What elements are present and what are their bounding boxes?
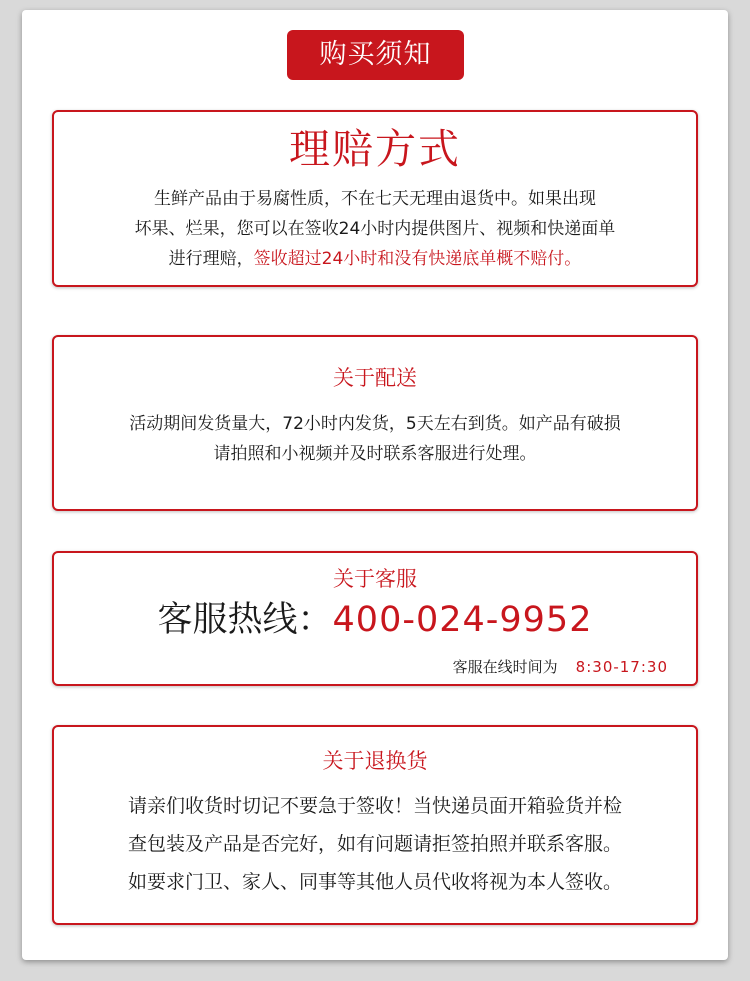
claims-line-1: 生鲜产品由于易腐性质，不在七天无理由退货中。如果出现	[154, 189, 596, 209]
delivery-text	[54, 409, 696, 469]
returns-section	[52, 725, 698, 925]
hotline-label: 客服热线：	[157, 600, 333, 640]
customer-service-section	[52, 551, 698, 686]
claims-line-2: 坏果、烂果，您可以在签收24小时内提供图片、视频和快递面单	[134, 219, 616, 239]
page-title: 购买须知	[287, 30, 464, 80]
service-hours-label: 客服在线时间为	[452, 658, 558, 676]
claims-line-3-normal: 进行理赔，	[168, 249, 254, 269]
returns-text	[54, 787, 696, 901]
hotline	[54, 597, 696, 643]
claims-section	[52, 110, 698, 287]
claims-heading: 理赔方式	[289, 125, 461, 173]
delivery-section	[52, 335, 698, 511]
service-hours	[453, 655, 668, 679]
delivery-line-1: 活动期间发货量大，72小时内发货，5天左右到货。如产品有破损	[129, 414, 621, 434]
claims-warning: 签收超过24小时和没有快递底单概不赔付。	[253, 249, 582, 269]
customer-service-heading: 关于客服	[333, 567, 417, 591]
purchase-notice-card	[22, 10, 728, 960]
hotline-number[interactable]: 400-024-9952	[332, 600, 593, 640]
delivery-line-2: 请拍照和小视频并及时联系客服进行处理。	[213, 444, 537, 464]
delivery-heading: 关于配送	[333, 366, 417, 390]
returns-line-1: 请亲们收货时切记不要急于签收！当快递员面开箱验货并检	[127, 795, 622, 817]
returns-heading: 关于退换货	[322, 749, 428, 773]
service-hours-value: 8:30-17:30	[575, 658, 668, 676]
returns-line-2: 查包装及产品是否完好，如有问题请拒签拍照并联系客服。	[127, 833, 622, 855]
claims-text	[54, 184, 696, 274]
claims-line-3	[54, 244, 696, 274]
returns-line-3: 如要求门卫、家人、同事等其他人员代收将视为本人签收。	[127, 871, 622, 893]
